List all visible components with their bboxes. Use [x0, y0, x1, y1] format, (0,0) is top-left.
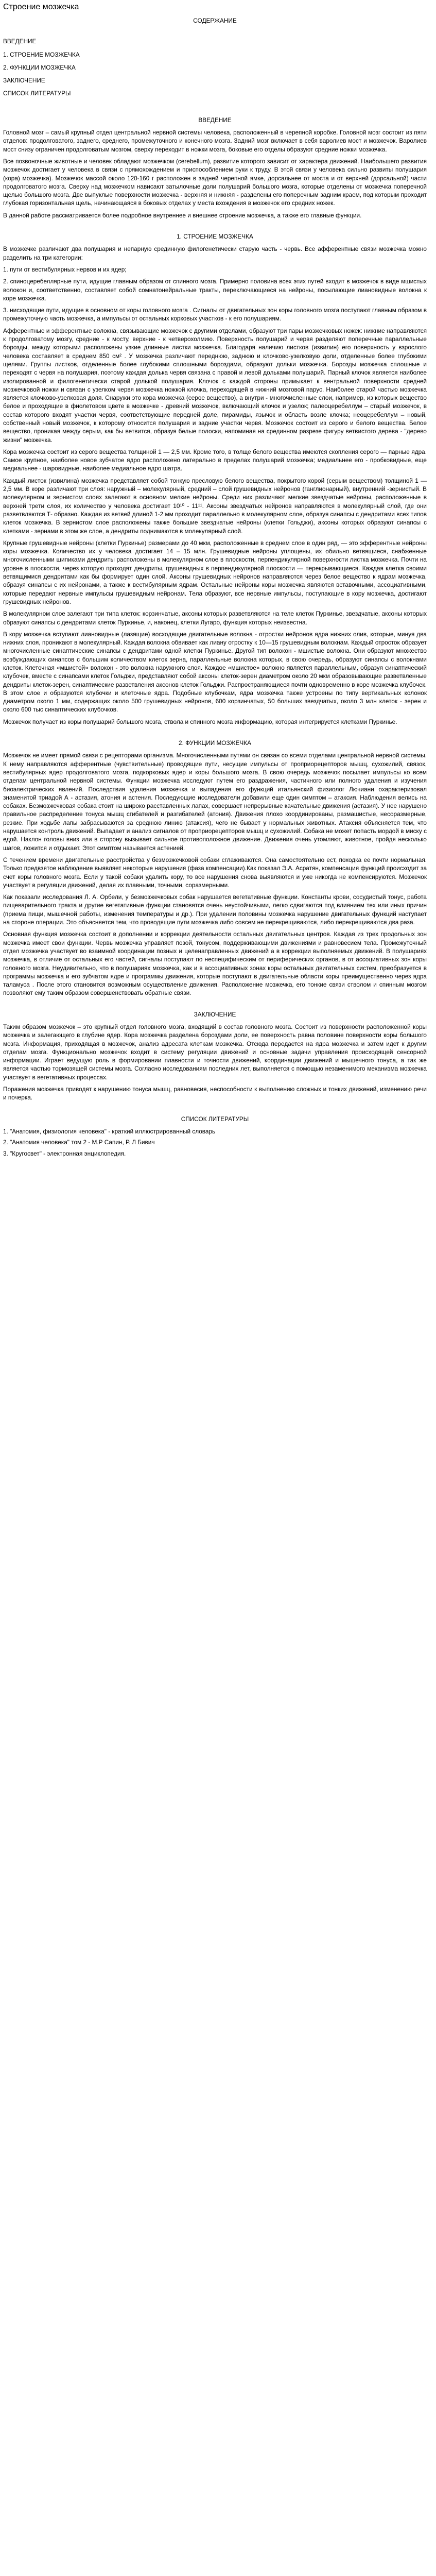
section-heading: 2. ФУНКЦИИ МОЗЖЕЧКА	[179, 739, 251, 747]
table-of-contents	[3, 16, 427, 98]
toc-item-structure: 1. СТРОЕНИЕ МОЗЖЕЧКА	[3, 50, 80, 58]
literature-item: 3. "Кругосвет" - электронная энциклопедия.	[3, 1149, 126, 1157]
toc-item-conclusion: ЗАКЛЮЧЕНИЕ	[3, 77, 45, 84]
section-functions	[3, 739, 427, 997]
paragraph: Поражения мозжечка приводят к нарушению тонуса мышц, равновесия, неспособности к выполнению сложных и тонких движений, изменению речи и почерка.	[3, 1086, 427, 1101]
paragraph: Афферентные и эфферентные волокна, связывающие мозжечок с другими отделами, образуют три пары мозжечковых ножек: нижние направляются к продолговатому мозгу, средние - к мосту, верхние - к четверохолмию. Поверхность полушарий и червя разделяют поперечные параллельные борозды, между которыми расположены узкие длинные листки мозжечка. Благодаря наличию листков (извилин) его поверхность у взрослого человека составляет в среднем 850 см² . У мозжечка различают переднюю, заднюю и клочково-узелковую доли, отделенные более глубокими щелями. Группы листков, отделенные более глубокими сплошными бороздами, образуют дольки мозжечка. Борозды мозжечка сплошные и переходят с червя на полушария, поэтому каждая долька червя связана с правой и левой дольками полушарий. Парный клочок является наиболее изолированной и филогенетически старой долькой полушария. Клочок с каждой стороны примыкает к вентральной поверхности средней мозжечковой ножки и связан с узелком червя мозжечка ножкой клочка, переходящей в нижний мозговой парус. Наиболее старой частью мозжечка является клочково-узелковая доля. Снаружи это кора мозжечка (серое вещество), а внутри - многочисленные слои, например, из которых вещество белое и проходящие в фиолетовом цвете в мозжечке - древний мозжечок, включающий клочок и узелок; палеоцеребеллум – старый мозжечок, в состав которого входят участки червя, соответствующие передней доле, пирамиды, язычок и область возле клочка; неоцеребеллум – новый, собственный новый мозжечок, к которому относится полушария и задние участки червя. Мозжечок состоит из серого и белого вещества. Белое вещество, проникая между серым, как бы ветвится, образуя белые полоски, напоминая на срединном разрезе фигуру ветвистого дерева - "дерево жизни" мозжечка.	[3, 327, 427, 444]
paragraph: Каждый листок (извилина) мозжечка представляет собой тонкую пресловую белого вещества, покрытого корой (серым веществом) толщиной 1 — 2,5 мм. В коре различают три слоя: наружный – молекулярный, средний – слой грушевидных нейронов (ганглионарный), внутренний -зернистый. В молекулярном и зернистом слоях залегают в основном мелкие нейроны. Среди них различают мелкие звездчатые нейроны, расположенные в верхней трети слоя, их количество у человека достигает 10¹⁰ - 11¹¹. Аксоны звездчатых нейронов направляются в молекулярный слой, где они разветвляются Т- образно. Каждая из ветвей длиной 1-2 мм проходит параллельно в молекулярном слое, образуя синапсы с дендритами всех типов клеток мозжечка. В зернистом слое расположены также большие звездчатые нейроны (клетки Гольджи), аксоны которых образуют синапсы с клетками - зернами в этом же слое, а дендриты поднимаются в молекулярный слой.	[3, 477, 427, 535]
paragraph: В молекулярном слое залегают три типа клеток: корзинчатые, аксоны которых разветвляются на теле клеток Пуркинье, звездчатые, аксоны которых образуют синапсы с дендритами клеток Пуркинье, и, наконец, клетки Лугаро, функция которых неизвестна.	[3, 610, 427, 626]
paragraph: Основная функция мозжечка состоит в дополнении и коррекции деятельности остальных двигательных центров. Каждая из трех продольных зон мозжечка имеет свои функции. Червь мозжечка управляет позой, тонусом, поддерживающими движениями и равновесием тела. Промежуточный отдел мозжечка участвует во взаимной координации позных и целенаправленных движений а в коррекции выполняемых движений. В полушариях мозжечка, в отличие от остальных его частей, сигналы поступают по неспецифическим от периферических органов, в от ассоциативных зон коры головного мозга. Неудивительно, что в полушариях мозжечка, как и в ассоциативных зонах коры остальных двигательных систем, преобразуется в программы мозжечка и его зубчатом ядре и программы движения, которые поступают в двигательные области коры преимущественно через ядра таламуса . После этого становится возможным осуществление движения. Расположение мозжечка, его тонкие связи стволом и спинным мозгом позволяют ему таким образом совершенствовать обратные связи.	[3, 930, 427, 997]
toc-item-functions: 2. ФУНКЦИИ МОЗЖЕЧКА	[3, 63, 76, 71]
toc-item-intro: ВВЕДЕНИЕ	[3, 38, 37, 45]
section-literature	[3, 1115, 427, 1158]
paragraph: Крупные грушевидные нейроны (клетки Пуркинье) размерами до 40 мкм, расположенные в среднем слое в один ряд, — это эфферентные нейроны коры мозжечка. Количество их у человека достигает 14 – 15 млн. Грушевидные нейроны уплощены, их обильно ветвящиеся, снабженные многочисленными шипиками дендриты расположены в молекулярном слое в плоскости, перпендикулярной поверхности листка мозжечка. Почти на уровне в плоскости, через которую проходят дендриты, грушевидных в перпендикулярной плоскости — перекрывающиеся. Каждая клетка своими ветвящимися дендритами как бы формирует один слой. Аксоны грушевидных нейронов направляются через белое вещество к ядрам мозжечка, образуя синапсы с их нейронами, а также к вестибулярным ядрам. Остальные нейроны коры мозжечка являются вставочными, ассоциативными, которые передают нервные импульсы грушевидным нейронам. Тела образуют, все нервные импульсы, поступающие в кору мозжечка, достигают грушевидных нейронов.	[3, 539, 427, 605]
literature-item: 2. "Анатомия человека" том 2 - М.Р Сапин, Р. Л Бивич	[3, 1139, 155, 1146]
document-page	[0, 2, 430, 1158]
paragraph: С течением времени двигательные расстройства у безмозжечковой собаки сглаживаются. Она самостоятельно ест, походка ее почти нормальная. Только предвзятое наблюдение выявляет некоторые нарушения (фаза компенсации).Как показал Э.А. Асратян, компенсация функций происходит за счет коры головного мозга. Если у такой собаки удалить кору, то все нарушения снова выявляются и уже никогда не компенсируются. Мозжечок участвует в регуляции движений, делая их плавными, точными, соразмерными.	[3, 856, 427, 889]
paragraph: 1. пути от вестибулярных нервов и их ядер;	[3, 265, 127, 273]
document-title: Строение мозжечка	[3, 3, 79, 11]
paragraph: Все позвоночные животные и человек обладают мозжечком (cerebellum), развитие которого зависит от характера движений. Наибольшего развития мозжечок достигает у человека в связи с прямохождением и приспособлением руки к труду. В этой связи у человека сильно развиты полушария (кора) мозжечка). Мозжечок массой около 120-160 г расположен в задней черепной ямке, дорсальнее от моста и от верхней (дорсальной) части продолговатого мозга. Сверху над мозжечком нависают затылочные доли полушарий большого мозга, которые отделены от мозжечка поперечной щелью большого мозга. Две выпуклые поверхности мозжечка - верхняя и нижняя - разделены его поперечным задним краем, под которым проходит глубокая горизонтальная щель, начинающаяся в боковых отделах у места вхождения в мозжечок его средних ножек.	[3, 157, 427, 207]
toc-heading: СОДЕРЖАНИЕ	[193, 17, 237, 24]
paragraph: Кора мозжечка состоит из серого вещества толщиной 1 — 2,5 мм. Кроме того, в толще белого вещества имеются скопления серого — парные ядра. Самое крупное, наиболее новое зубчатое ядро расположено латерально в пределах полушарий мозжечка; медиальнее его - пробковидные, еще медиальнее - шаровидные, наиболее медиальное ядро шатра.	[3, 448, 427, 472]
paragraph: Таким образом мозжечок – это крупный отдел головного мозга, входящий в состав головного мозга. Состоит из поверхности расположенной коры мозжечка и залегающего в глубине ядер. Кора мозжечка разделена бороздами доли, ее поверхность равна половине поверхности коры большого мозга. Информация, приходящая в мозжечок, анализ адресата клеткам мозжечка. Отсюда передается на ядра мозжечка и затем идет к другим отделам мозга. Функционально мозжечок входит в систему регуляции движений и основные задачи управления происходящей сенсорной информации. Играет ведущую роль в формировании плавности и точности движений, координации движений и мышечного тонуса, а так же является частью тормозящей системы мозга. Согласно исследованиям последних лет, выполняется с помощью незаменимого механизма мозжечка участвует в вегетативных процессах.	[3, 1023, 427, 1081]
paragraph: 3. нисходящие пути, идущие в основном от коры головного мозга . Сигналы от двигательных зон коры головного мозга поступают главным образом в промежуточную часть мозжечка, а импульсы от остальных корковых участков - к его полушариям.	[3, 307, 427, 323]
literature-item: 1. "Анатомия, физиология человека" - краткий иллюстрированный словарь	[3, 1127, 216, 1135]
paragraph: В кору мозжечка вступают лиановидные (лазящие) восходящие двигательные волокна - отростки нейронов ядра нижних олив, которые, минуя два нижних слоя, проникают в молекулярный. Каждая волокна обвивает как лиану отростку к 10—15 грушевидным волокнам. Каждый отросток образует многочисленные синаптические синапсы с дендритами одной клетки Пуркинье. Другой тип волокон - мшистые волокна. Они образуют множество возбуждающих синапсов с большим количеством клеток зерна, параллельные волокна которых, в свою очередь, образуют синапсы с волокнами клеток. Клеточная «мшистой» волокон - это волокна наружного слоя. Каждое «мшистое» волокно является параллельным, образуя синаптический клубочек, вместе с синапсами клеток Гольджи, представляют собой аксоны клеток-зерен диаметром около 20 мкм образовывающие разветвленные дендриты клеток-зерен, синаптические разветвления аксонов клеток Гольджи. Распространяющиеся почти одновременно в коре мозжечка клубочек. В этом слое и образуются клубочки и клеточные ядра. Подобные клубочкам, ядра мозжечка также устроены по типу вертикальных колонок диаметром около 1 мм, содержащих около 500 грушевидных нейронов, 600 корзинчатых, 50 больших звездчатых, около 3 млн клеток - зерен и около 600 тыс синаптических клубочков.	[3, 630, 427, 714]
section-heading: 1. СТРОЕНИЕ МОЗЖЕЧКА	[177, 233, 253, 241]
paragraph: Мозжечок не имеет прямой связи с рецепторами организма. Многочисленными путями он связан со всеми отделами центральной нервной системы. К нему направляются афферентные (чувствительные) проводящие пути, несущие импульсы от проприорецепторов мышц, сухожилий, связок, вестибулярных ядер продолговатого мозга, подкорковых ядер и коры большого мозга. В свою очередь мозжечок посылает импульсы ко всем отделам центральной нервной системы. Функции мозжечка исследуют путем его раздражения, частичного или полного удаления и изучения биоэлектрических явлений. Последствия удаления мозжечка и выпадения его функций итальянский физиолог Лючиани охарактеризовал знаменитой триадой А - астазия, атония и астения. Последующие исследователи добавили еще один симптом – атаксия. Наблюдения велись на собаках. Безмозжечковая собака стоит на широко расставленных лапах, совершает непрерывные качательные движения (астазия). У нее нарушено правильное распределение тонуса мышц сгибателей и разгибателей (атония). Движения плохо координированы, размашистые, несоразмерные, резкие. При ходьбе лапы забрасываются за среднюю линию (атаксия), чего не бывает у нормальных животных. Атаксия объясняется тем, что нарушается контроль движений. Выпадает и анализ сигналов от проприорецепторов мышц и сухожилий. Собака не может попасть мордой в миску с едой. Наклон головы вниз или в сторону вызывает сильное противоположное движение. Движения очень утомляют, животное, пройдя несколько шагов, ложится и отдыхает. Этот симптом называется астенией.	[3, 752, 427, 852]
section-heading: СПИСОК ЛИТЕРАТУРЫ	[181, 1115, 249, 1123]
section-conclusion	[3, 1010, 427, 1102]
paragraph: Как показали исследования Л. А. Орбели, у безмозжечковых собак нарушается вегетативные функции. Константы крови, сосудистый тонус, работа пищеварительного тракта и другие вегетативные функции становятся очень неустойчивыми, легко сдвигаются под влиянием тех или иных причин (приема пищи, мышечной работы, изменения температуры и др.). При удалении половины мозжечка нарушение двигательных функций наступает на стороне операции. Это объясняется тем, что проводящие пути мозжечка либо совсем не перекрещиваются, либо перекрещиваются два раза.	[3, 893, 427, 926]
section-introduction	[3, 116, 427, 219]
paragraph: Головной мозг – самый крупный отдел центральной нервной системы человека, расположенный в черепной коробке. Головной мозг состоит из пяти отделов: продолговатого, заднего, среднего, промежуточного и конечного мозга. Задний мозг включает в себя варолиев мост и мозжечок. Варолиев мост снизу ограничен продолговатым мозгом, сверху переходит в ножки мозга, боковые его отделы образуют средние ножки мозжечка.	[3, 129, 427, 153]
paragraph: В мозжечке различают два полушария и непарную срединную филогенетически старую часть - червь. Все афферентные связи мозжечка можно разделить на три категории:	[3, 245, 427, 261]
section-heading: ВВЕДЕНИЕ	[198, 116, 232, 124]
section-heading: ЗАКЛЮЧЕНИЕ	[194, 1010, 236, 1018]
section-structure	[3, 232, 427, 726]
paragraph: 2. спиноцеребеллярные пути, идущие главным образом от спинного мозга. Примерно половина всех этих путей входит в мозжечок в виде мшистых волокон и, соответственно, составляет собой сомнатонейральные тракты, переключающиеся на нейроны, посылающие лиановидные волокна к коре мозжечка.	[3, 278, 427, 302]
paragraph: В данной работе рассматривается более подробное внутреннее и внешнее строение мозжечка, а также его главные функции.	[3, 211, 362, 219]
paragraph: Мозжечок получает из коры полушарий большого мозга, ствола и спинного мозга информацию, которая интегрируется клетками Пуркинье.	[3, 718, 397, 725]
toc-item-literature: СПИСОК ЛИТЕРАТУРЫ	[3, 90, 71, 97]
